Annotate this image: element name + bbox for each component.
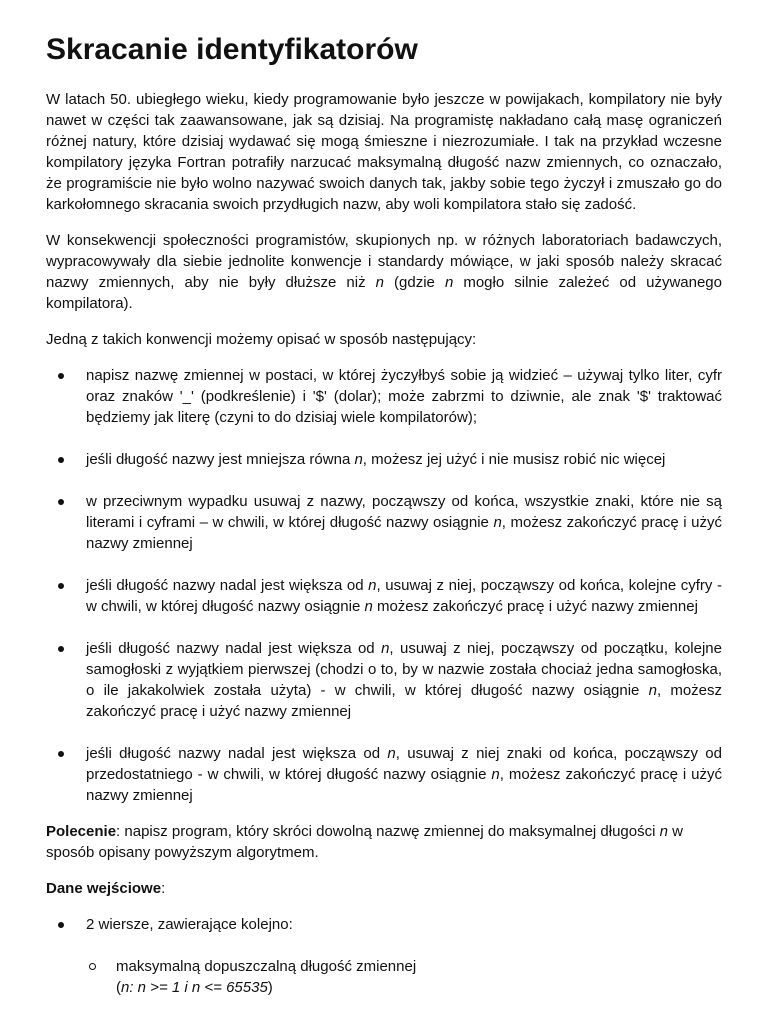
rule-item-6 [46, 743, 722, 806]
rule-5-text-2: , usuwaj z niej, począwszy od początku, kolejne samogłoski z wyjątkiem pierwszej (chodzi o to, by w nazwie została chociaż jedna samogłoska, o ile jakakolwiek została użyta) - w chwili, w której długość nazwy osiągnie [86, 640, 722, 699]
input-subitem-1-close-paren: ) [267, 979, 273, 996]
rule-item-1 [46, 365, 722, 428]
variable-n: n [368, 577, 377, 594]
document-page [46, 28, 722, 1013]
variable-n: n [659, 823, 668, 840]
rule-3-text-2: , możesz zakończyć pracę i użyć nazwy zmiennej [86, 514, 722, 552]
variable-n: n [444, 274, 454, 291]
variable-n: n [491, 766, 500, 783]
rule-1-text: napisz nazwę zmiennej w postaci, w której życzyłbyś sobie ją widzieć – używaj tylko liter, cyfr oraz znaków '_' (podkreślenie) i '$' (dolar); może zabrzmi to dziwnie, ale znak '$' traktować będziemy jak literę (czyni to do dzisiaj wiele kompilatorów); [86, 367, 722, 426]
input-subitem-1-open-paren: ( [116, 979, 121, 996]
rule-item-5 [46, 638, 722, 722]
task-label: Polecenie [46, 823, 117, 840]
rule-4-text-1: jeśli długość nazwy nadal jest większa od [86, 577, 369, 594]
variable-n: n [364, 598, 373, 615]
rule-item-4 [46, 575, 722, 617]
input-item-1-text: 2 wiersze, zawierające kolejno: [86, 916, 293, 933]
input-item-1 [46, 914, 722, 998]
rule-4-text-3: możesz zakończyć pracę i użyć nazwy zmiennej [372, 598, 698, 615]
consequence-text-3: mogło silnie zależeć od używanego kompilatora). [46, 274, 722, 312]
rule-2-text-2: , możesz jej użyć i nie musisz robić nic więcej [362, 451, 666, 468]
input-label: Dane wejściowe [46, 880, 162, 897]
rules-list [46, 365, 722, 806]
rule-5-text-1: jeśli długość nazwy nadal jest większa od [86, 640, 382, 657]
consequence-text-1: W konsekwencji społeczności programistów, skupionych np. w różnych laboratoriach badawczych, wypracowywały dla siebie jednolite konwencje i standardy mówiące, w jaki sposób należy skracać nazwy zmiennych, aby nie były dłuższe niż [46, 232, 722, 291]
variable-n: n [375, 274, 384, 291]
rule-3-text-1: w przeciwnym wypadku usuwaj z nazwy, począwszy od końca, wszystkie znaki, które nie są literami i cyframi – w chwili, w której długość nazwy osiągnie [86, 493, 722, 531]
variable-n: n [354, 451, 363, 468]
input-subitem-1 [86, 956, 722, 998]
variable-n: n [387, 745, 396, 762]
input-heading [46, 878, 722, 899]
page-title: Skracanie identyfikatorów [46, 33, 418, 66]
task-paragraph [46, 821, 722, 863]
rule-6-text-1: jeśli długość nazwy nadal jest większa od [86, 745, 388, 762]
consequence-paragraph [46, 230, 722, 314]
rule-5-text-3: , możesz zakończyć pracę i użyć nazwy zmiennej [86, 682, 723, 720]
rule-item-3 [46, 491, 722, 554]
task-text-1: : napisz program, który skróci dowolną nazwę zmiennej do maksymalnej długości [116, 823, 660, 840]
input-colon: : [161, 880, 166, 897]
input-subitem-1-line-1: maksymalną dopuszczalną długość zmiennej [116, 958, 417, 975]
intro-paragraph: W latach 50. ubiegłego wieku, kiedy programowanie było jeszcze w powijakach, kompilatory nie były nawet w części tak zaawansowane, jak są dzisiaj. Na programistę nakładano całą masę ograniczeń różnej natury, które dzisiaj wydawać się mogą śmieszne i niezrozumiałe. I tak na przykład wczesne kompilatory języka Fortran potrafiły narzucać maksymalną długość nazw zmiennych, co oznaczało, że programiście nie było wolno nazywać swoich danych tak, jakby sobie tego życzył i zmuszało go do karkołomnego skracania swoich przydługich nazw, aby woli kompilatora stało się zadość. [46, 91, 722, 213]
variable-n: n [648, 682, 657, 699]
input-list [46, 914, 722, 998]
rule-6-text-3: , możesz zakończyć pracę i użyć nazwy zmiennej [86, 766, 722, 804]
variable-n: n [493, 514, 502, 531]
convention-intro: Jedną z takich konwencji możemy opisać w sposób następujący: [46, 331, 477, 348]
variable-n: n [381, 640, 390, 657]
rule-6-text-2: , usuwaj z niej znaki od końca, począwszy od przedostatniego - w chwili, w której długość nazwy osiągnie [86, 745, 722, 783]
rule-4-text-2: , usuwaj z niej, począwszy od końca, kolejne cyfry - w chwili, w której długość nazwy osiągnie [86, 577, 722, 615]
consequence-text-2: (gdzie [383, 274, 445, 291]
rule-2-text-1: jeśli długość nazwy jest mniejsza równa [86, 451, 355, 468]
task-text-2: w sposób opisany powyższym algorytmem. [46, 823, 683, 861]
rule-item-2 [46, 449, 722, 470]
input-constraint: n: n >= 1 i n <= 65535 [121, 979, 268, 996]
input-sublist [86, 956, 722, 998]
